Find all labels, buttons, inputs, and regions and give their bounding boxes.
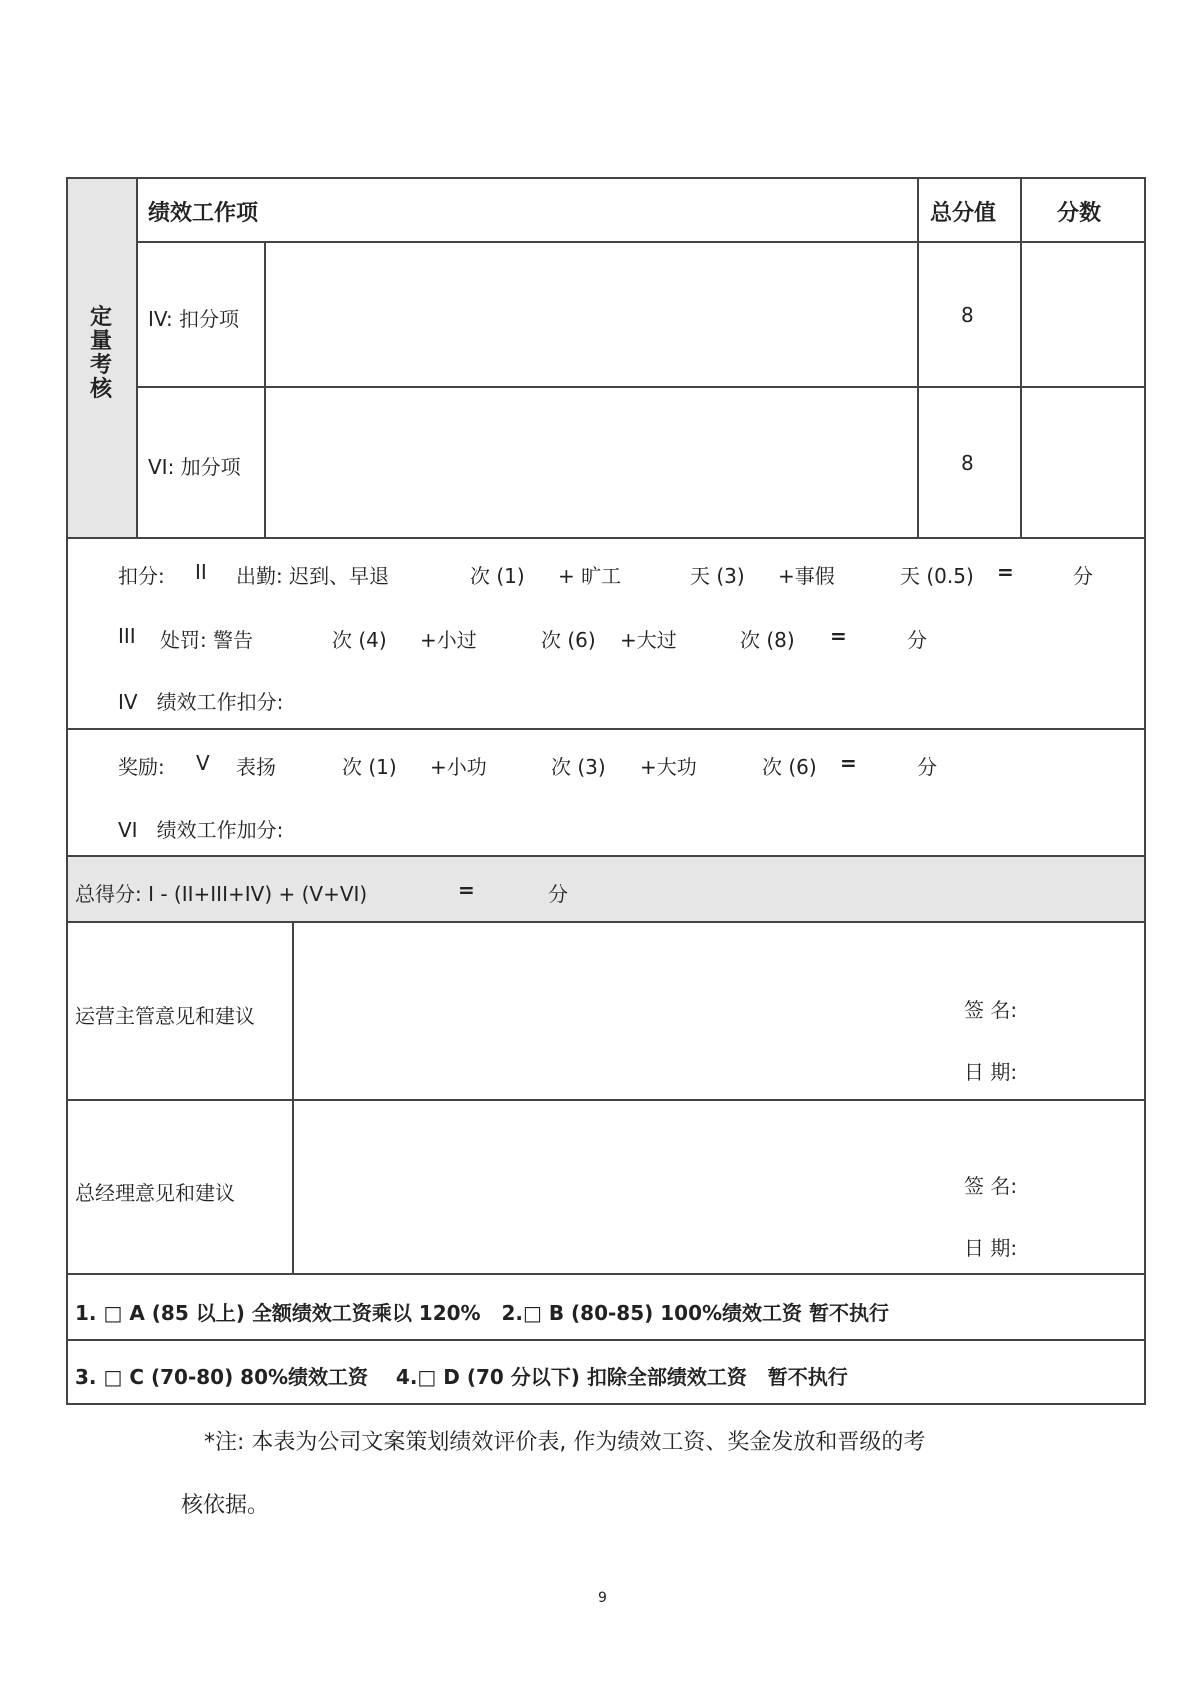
text: 处罚: 警告	[160, 628, 254, 652]
sign-label: 签 名:	[964, 1174, 1018, 1198]
text: IV 绩效工作扣分:	[118, 690, 284, 714]
text: VI 绩效工作加分:	[118, 818, 284, 842]
text: 天 (3)	[690, 564, 745, 588]
grade-row: 3. □ C (70-80) 80%绩效工资 4.□ D (70 分以下) 扣除全部绩效工资 暂不执行	[75, 1365, 848, 1389]
note-line: *注: 本表为公司文案策划绩效评价表, 作为绩效工资、奖金发放和晋级的考	[204, 1430, 926, 1455]
text: +小过	[420, 628, 477, 652]
total-unit: 分	[548, 882, 568, 906]
text: 分	[907, 628, 927, 652]
text: III	[118, 624, 136, 648]
row-label: VI: 加分项	[148, 455, 241, 479]
opinion-label: 总经理意见和建议	[75, 1181, 235, 1205]
row-total: 8	[961, 303, 974, 327]
header-score: 分数	[1057, 201, 1102, 226]
text: 表扬	[236, 755, 276, 779]
text: 次 (6)	[762, 755, 817, 779]
opinion-label: 运营主管意见和建议	[75, 1004, 255, 1028]
text: 次 (8)	[740, 628, 795, 652]
text: 次 (1)	[342, 755, 397, 779]
row-label: IV: 扣分项	[148, 307, 240, 331]
text: 天 (0.5)	[900, 564, 974, 588]
sign-label: 签 名:	[964, 998, 1018, 1022]
text: 扣分:	[118, 564, 165, 588]
text: +小功	[430, 755, 487, 779]
text: 次 (6)	[541, 628, 596, 652]
text: 分	[917, 755, 937, 779]
total-formula: 总得分: I - (II+III+IV) + (V+VI)	[75, 882, 368, 906]
text: +大功	[640, 755, 697, 779]
text: =	[840, 751, 857, 775]
text: 次 (3)	[551, 755, 606, 779]
text: +大过	[620, 628, 677, 652]
header-item: 绩效工作项	[148, 201, 259, 226]
text: 次 (1)	[470, 564, 525, 588]
side-label: 定量考核	[90, 305, 113, 402]
text: 分	[1073, 564, 1093, 588]
row-total: 8	[961, 451, 974, 475]
text: 奖励:	[118, 755, 165, 779]
text: II	[195, 560, 207, 584]
page-number: 9	[598, 1590, 607, 1606]
text: 次 (4)	[332, 628, 387, 652]
date-label: 日 期:	[964, 1060, 1018, 1084]
text: =	[830, 624, 847, 648]
header-total-value: 总分值	[930, 201, 997, 226]
date-label: 日 期:	[964, 1236, 1018, 1260]
total-eq: =	[458, 878, 475, 902]
grade-row: 1. □ A (85 以上) 全额绩效工资乘以 120% 2.□ B (80-85) 100%绩效工资 暂不执行	[75, 1301, 889, 1325]
note-line: 核依据。	[181, 1493, 270, 1518]
text: + 旷工	[558, 564, 622, 588]
text: V	[196, 751, 210, 775]
text: 出勤: 迟到、早退	[236, 564, 390, 588]
text: =	[997, 560, 1014, 584]
text: +事假	[778, 564, 835, 588]
